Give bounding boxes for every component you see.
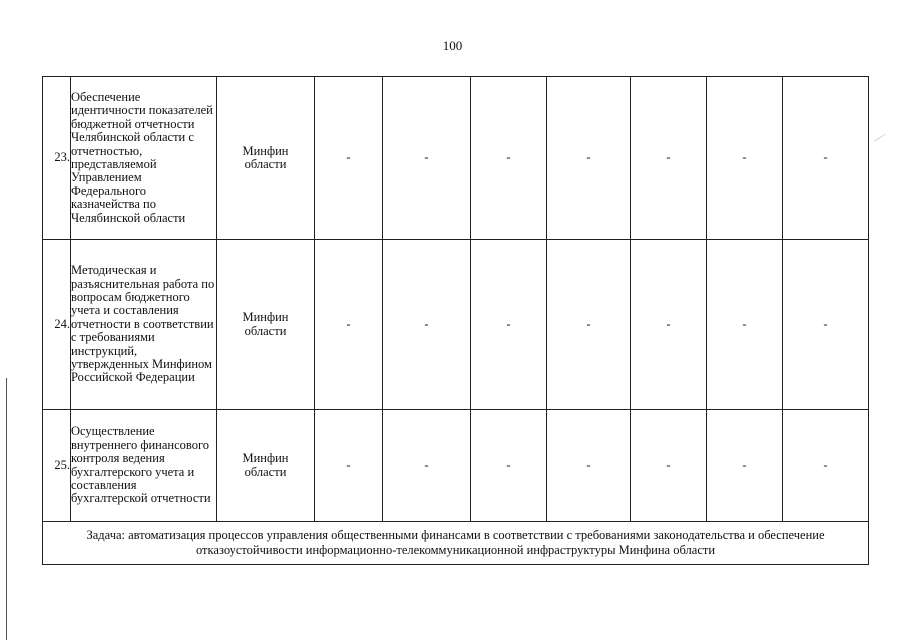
task-row bbox=[43, 522, 869, 565]
value-cell: - bbox=[783, 410, 869, 522]
page-number: 100 bbox=[442, 38, 463, 53]
measure-name: Обеспечение идентичности показателей бюджетной отчетности Челябинской области с отчетностью, представляемой Управлением Федерального казначейства по Челябинской области bbox=[71, 77, 217, 240]
value-cell: - bbox=[707, 410, 783, 522]
value-cell: - bbox=[471, 410, 547, 522]
value-cell: - bbox=[783, 240, 869, 410]
value-cell: - bbox=[783, 77, 869, 240]
measure-name: Осуществление внутреннего финансового контроля ведения бухгалтерского учета и составления бухгалтерской отчетности bbox=[71, 410, 217, 522]
row-number: 25. bbox=[43, 410, 71, 522]
executor-name: Минфин области bbox=[242, 143, 289, 171]
value-cell: - bbox=[315, 410, 383, 522]
value-cell: - bbox=[707, 240, 783, 410]
value-cell: - bbox=[547, 77, 631, 240]
binding-edge-line bbox=[6, 378, 7, 640]
value-cell: - bbox=[547, 240, 631, 410]
measure-name: Методическая и разъяснительная работа по вопросам бюджетного учета и составления отчетности в соответствии с требованиями инструкций, утвержденных Минфином Российской Федерации bbox=[71, 240, 217, 410]
row-number: 23. bbox=[43, 77, 71, 240]
margin-pen-mark: ⁄ bbox=[875, 130, 884, 147]
value-cell: - bbox=[631, 240, 707, 410]
value-cell: - bbox=[471, 240, 547, 410]
value-cell: - bbox=[631, 410, 707, 522]
value-cell: - bbox=[383, 410, 471, 522]
value-cell: - bbox=[315, 77, 383, 240]
table-row bbox=[43, 77, 869, 240]
executor-cell bbox=[217, 240, 315, 410]
value-cell: - bbox=[631, 77, 707, 240]
value-cell: - bbox=[315, 240, 383, 410]
value-cell: - bbox=[383, 77, 471, 240]
measures-table bbox=[42, 76, 869, 565]
executor-name: Минфин области bbox=[242, 310, 289, 338]
value-cell: - bbox=[471, 77, 547, 240]
row-number: 24. bbox=[43, 240, 71, 410]
executor-cell bbox=[217, 77, 315, 240]
table-row bbox=[43, 410, 869, 522]
executor-name: Минфин области bbox=[242, 451, 289, 479]
value-cell: - bbox=[547, 410, 631, 522]
value-cell: - bbox=[707, 77, 783, 240]
task-text: Задача: автоматизация процессов управления общественными финансами в соответствии с требованиями законодательства и обеспечение отказоустойчивости информационно-телекоммуникационной инфраструктуры Минфина области bbox=[43, 522, 869, 565]
table-row bbox=[43, 240, 869, 410]
value-cell: - bbox=[383, 240, 471, 410]
executor-cell bbox=[217, 410, 315, 522]
